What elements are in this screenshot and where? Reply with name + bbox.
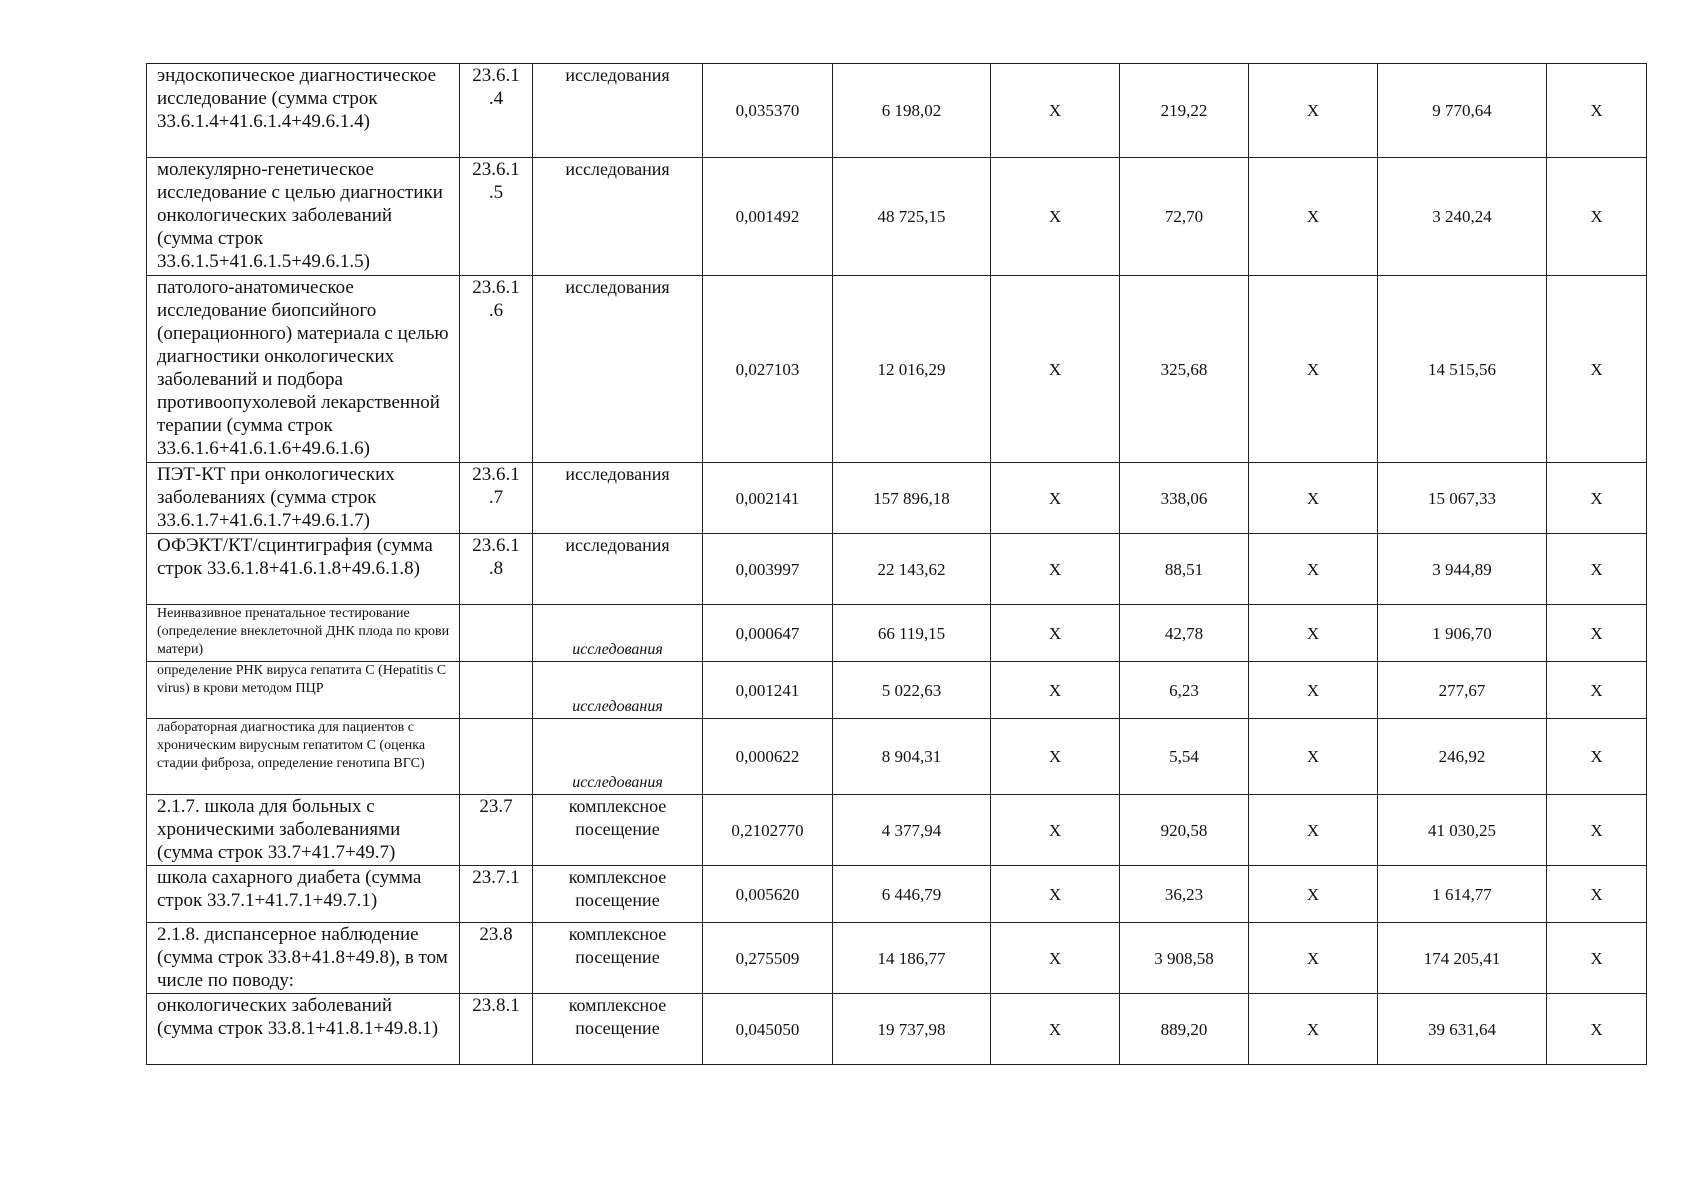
row-unit-cell (533, 463, 703, 534)
row-value-2-text: 19 737,98 (877, 1019, 946, 1039)
row-value-7-text: X (1590, 680, 1603, 700)
row-value-3-text: X (1048, 359, 1062, 379)
row-unit-cell (533, 662, 703, 719)
row-value-3-text: X (1048, 747, 1062, 766)
row-value-5-cell (1249, 605, 1378, 662)
row-unit-cell (533, 605, 703, 662)
row-value-2-text: 157 896,18 (873, 488, 950, 508)
row-unit-cell (533, 276, 703, 463)
row-name-text: 2.1.7. школа для больных с хроническими заболеваниями (сумма строк 33.7+41.7+49.7) (157, 796, 401, 863)
row-unit-text: комплексное посещение (568, 867, 667, 910)
row-value-5-text: X (1306, 820, 1320, 840)
table-row (147, 158, 1647, 276)
row-unit-cell (533, 534, 703, 605)
row-value-4-text: 36,23 (1164, 884, 1204, 904)
row-value-3-text: X (1048, 820, 1062, 840)
row-name-cell (147, 534, 460, 605)
row-value-1-text: 0,027103 (735, 359, 800, 379)
table-row (147, 719, 1647, 795)
row-name-cell (147, 662, 460, 719)
row-value-6-cell (1378, 158, 1547, 276)
row-value-4-text: 88,51 (1164, 559, 1204, 579)
row-unit-text: исследования (565, 535, 670, 555)
row-name-text: патолого-анатомическое исследование биопсийного (операционного) материала с целью диагностики онкологических заболеваний и подбора противоопухолевой лекарственной терапии (сумма строк 33.6.1.6+41.6.1.6+49.6.1.6) (157, 277, 449, 459)
row-value-6-cell (1378, 719, 1547, 795)
row-unit-cell (533, 719, 703, 795)
row-value-7-cell (1547, 795, 1647, 866)
row-unit-cell (533, 994, 703, 1065)
row-value-1-cell (703, 662, 833, 719)
row-name-cell (147, 605, 460, 662)
row-value-4-cell (1120, 463, 1249, 534)
row-code-text: 23.6.1 .6 (472, 277, 520, 321)
table-row (147, 605, 1647, 662)
row-name-text: онкологических заболеваний (сумма строк 33.8.1+41.8.1+49.8.1) (157, 995, 439, 1039)
row-value-3-text: X (1048, 884, 1062, 904)
row-value-7-cell (1547, 276, 1647, 463)
row-value-6-cell (1378, 64, 1547, 158)
row-code-cell (460, 994, 533, 1065)
table-row (147, 276, 1647, 463)
row-value-2-text: 14 186,77 (877, 948, 946, 968)
row-value-6-text: 41 030,25 (1428, 820, 1496, 840)
row-value-7-cell (1547, 923, 1647, 994)
row-value-6-text: 39 631,64 (1428, 1019, 1496, 1039)
table-row (147, 64, 1647, 158)
row-unit-text: комплексное посещение (568, 924, 667, 967)
row-value-7-cell (1547, 463, 1647, 534)
row-value-1-text: 0,000647 (735, 623, 800, 643)
row-code-cell (460, 534, 533, 605)
row-value-4-cell (1120, 923, 1249, 994)
row-value-6-cell (1378, 866, 1547, 923)
row-value-4-text: 6,23 (1169, 680, 1199, 700)
row-value-5-cell (1249, 994, 1378, 1065)
row-value-5-text: X (1306, 948, 1320, 968)
row-code-cell (460, 719, 533, 795)
row-value-1-cell (703, 719, 833, 795)
row-code-cell (460, 158, 533, 276)
row-name-cell (147, 463, 460, 534)
row-value-2-cell (833, 923, 991, 994)
row-value-4-cell (1120, 719, 1249, 795)
row-value-6-text: 246,92 (1438, 747, 1486, 766)
row-value-5-cell (1249, 534, 1378, 605)
row-value-7-text: X (1590, 101, 1603, 120)
row-value-7-text: X (1590, 948, 1603, 968)
row-unit-text: исследования (572, 698, 663, 715)
row-value-3-cell (991, 795, 1120, 866)
row-value-2-text: 6 198,02 (881, 101, 942, 120)
row-value-5-cell (1249, 923, 1378, 994)
row-value-6-text: 174 205,41 (1423, 948, 1501, 968)
row-value-6-cell (1378, 534, 1547, 605)
row-value-5-cell (1249, 158, 1378, 276)
row-value-1-text: 0,005620 (735, 884, 800, 904)
row-unit-cell (533, 866, 703, 923)
row-value-3-cell (991, 994, 1120, 1065)
row-name-text: Неинвазивное пренатальное тестирование (определение внеклеточной ДНК плода по крови матери) (157, 606, 450, 657)
row-value-5-text: X (1306, 884, 1320, 904)
row-value-1-cell (703, 158, 833, 276)
row-value-3-cell (991, 866, 1120, 923)
row-value-3-text: X (1048, 488, 1062, 508)
row-value-6-text: 9 770,64 (1432, 101, 1492, 120)
row-value-1-text: 0,275509 (735, 948, 800, 968)
row-value-3-cell (991, 605, 1120, 662)
row-value-6-cell (1378, 994, 1547, 1065)
row-value-2-cell (833, 64, 991, 158)
row-value-2-cell (833, 463, 991, 534)
row-value-6-text: 3 240,24 (1432, 207, 1492, 226)
row-unit-text: исследования (572, 774, 663, 791)
row-unit-cell (533, 64, 703, 158)
row-value-6-text: 277,67 (1438, 680, 1486, 700)
row-value-7-cell (1547, 534, 1647, 605)
row-code-text: 23.6.1 .4 (472, 65, 520, 109)
row-name-cell (147, 276, 460, 463)
row-value-7-cell (1547, 662, 1647, 719)
row-unit-cell (533, 158, 703, 276)
row-value-2-cell (833, 534, 991, 605)
row-value-4-cell (1120, 276, 1249, 463)
row-value-4-cell (1120, 605, 1249, 662)
row-value-1-cell (703, 605, 833, 662)
row-value-3-text: X (1048, 948, 1062, 968)
row-value-6-cell (1378, 923, 1547, 994)
row-value-3-text: X (1048, 207, 1062, 226)
row-value-1-cell (703, 64, 833, 158)
row-name-text: школа сахарного диабета (сумма строк 33.7.1+41.7.1+49.7.1) (157, 867, 422, 911)
row-value-3-text: X (1048, 1019, 1062, 1039)
row-name-cell (147, 64, 460, 158)
row-value-4-cell (1120, 662, 1249, 719)
row-value-7-text: X (1590, 207, 1603, 226)
row-value-5-text: X (1306, 101, 1320, 120)
row-code-cell (460, 866, 533, 923)
row-value-7-text: X (1590, 559, 1603, 579)
row-value-7-text: X (1590, 884, 1603, 904)
row-value-4-cell (1120, 158, 1249, 276)
row-value-2-text: 6 446,79 (881, 884, 942, 904)
table-row (147, 795, 1647, 866)
row-name-text: эндоскопическое диагностическое исследование (сумма строк 33.6.1.4+41.6.1.4+49.6.1.4) (157, 65, 437, 132)
row-value-3-cell (991, 158, 1120, 276)
row-value-5-text: X (1306, 559, 1320, 579)
row-code-cell (460, 923, 533, 994)
table-row (147, 994, 1647, 1065)
row-value-2-cell (833, 662, 991, 719)
row-value-1-text: 0,000622 (735, 747, 800, 766)
table-row (147, 662, 1647, 719)
row-value-7-text: X (1590, 623, 1603, 643)
row-value-5-text: X (1306, 1019, 1320, 1039)
row-value-1-cell (703, 795, 833, 866)
row-value-7-text: X (1590, 820, 1603, 840)
row-value-6-cell (1378, 463, 1547, 534)
row-value-6-cell (1378, 276, 1547, 463)
row-value-4-cell (1120, 866, 1249, 923)
row-value-6-cell (1378, 795, 1547, 866)
row-value-5-text: X (1306, 680, 1320, 700)
row-value-2-cell (833, 158, 991, 276)
row-value-2-cell (833, 795, 991, 866)
row-value-1-cell (703, 994, 833, 1065)
row-value-4-text: 338,06 (1160, 488, 1208, 508)
row-value-3-text: X (1048, 623, 1062, 643)
row-value-3-text: X (1048, 559, 1062, 579)
row-value-4-text: 72,70 (1164, 207, 1204, 226)
row-code-cell (460, 276, 533, 463)
row-value-4-cell (1120, 994, 1249, 1065)
row-value-3-cell (991, 923, 1120, 994)
row-value-7-cell (1547, 64, 1647, 158)
row-value-5-cell (1249, 866, 1378, 923)
row-value-2-text: 66 119,15 (877, 623, 946, 643)
row-unit-cell (533, 795, 703, 866)
row-code-text: 23.6.1 .7 (472, 464, 520, 508)
row-value-4-cell (1120, 64, 1249, 158)
row-value-7-cell (1547, 719, 1647, 795)
row-value-5-cell (1249, 276, 1378, 463)
row-value-7-cell (1547, 158, 1647, 276)
row-code-text: 23.8 (479, 924, 513, 945)
row-unit-text: комплексное посещение (568, 796, 667, 839)
row-unit-text: исследования (565, 159, 670, 179)
row-value-4-cell (1120, 534, 1249, 605)
row-value-5-text: X (1306, 359, 1320, 379)
row-code-cell (460, 605, 533, 662)
row-value-2-text: 5 022,63 (881, 680, 942, 700)
row-value-4-text: 3 908,58 (1154, 948, 1214, 968)
row-unit-text: исследования (572, 641, 663, 658)
row-value-1-text: 0,035370 (735, 101, 800, 120)
row-value-3-text: X (1048, 101, 1062, 120)
table-row (147, 923, 1647, 994)
row-value-1-text: 0,002141 (735, 488, 800, 508)
row-name-text: 2.1.8. диспансерное наблюдение (сумма строк 33.8+41.8+49.8), в том числе по поводу: (157, 924, 448, 991)
row-value-3-cell (991, 64, 1120, 158)
row-value-2-text: 8 904,31 (881, 747, 942, 766)
row-value-3-text: X (1048, 680, 1062, 700)
row-value-7-text: X (1590, 488, 1603, 508)
row-value-5-cell (1249, 662, 1378, 719)
row-name-text: лабораторная диагностика для пациентов с хроническим вирусным гепатитом С (оценка стадии фиброза, определение генотипа ВГС) (157, 720, 426, 771)
row-code-cell (460, 64, 533, 158)
row-unit-text: исследования (565, 65, 670, 85)
row-value-2-cell (833, 276, 991, 463)
row-value-6-text: 15 067,33 (1428, 488, 1496, 508)
row-name-cell (147, 923, 460, 994)
row-unit-cell (533, 923, 703, 994)
row-value-6-cell (1378, 605, 1547, 662)
row-name-text: ОФЭКТ/КТ/сцинтиграфия (сумма строк 33.6.1.8+41.6.1.8+49.6.1.8) (157, 535, 433, 579)
row-name-cell (147, 719, 460, 795)
row-value-7-text: X (1590, 747, 1603, 766)
row-value-1-text: 0,001492 (735, 207, 800, 226)
row-unit-text: комплексное посещение (568, 995, 667, 1038)
row-value-2-text: 22 143,62 (877, 559, 946, 579)
row-value-2-text: 48 725,15 (877, 207, 946, 226)
row-value-2-cell (833, 719, 991, 795)
row-value-4-text: 42,78 (1164, 623, 1204, 643)
row-code-text: 23.6.1 .5 (472, 159, 520, 203)
row-value-5-cell (1249, 795, 1378, 866)
row-value-1-cell (703, 276, 833, 463)
row-code-text: 23.7 (479, 796, 513, 817)
row-value-5-cell (1249, 719, 1378, 795)
row-value-4-text: 5,54 (1169, 747, 1199, 766)
row-code-cell (460, 795, 533, 866)
row-value-5-text: X (1306, 488, 1320, 508)
row-value-6-text: 1 906,70 (1432, 623, 1492, 643)
row-value-3-cell (991, 719, 1120, 795)
row-value-4-text: 219,22 (1160, 101, 1208, 120)
row-value-7-cell (1547, 605, 1647, 662)
row-value-1-text: 0,001241 (735, 680, 800, 700)
row-unit-text: исследования (565, 464, 670, 484)
row-value-1-text: 0,045050 (735, 1019, 800, 1039)
row-value-1-cell (703, 866, 833, 923)
row-value-5-text: X (1306, 747, 1320, 766)
row-value-6-cell (1378, 662, 1547, 719)
row-code-cell (460, 662, 533, 719)
row-value-3-cell (991, 662, 1120, 719)
row-name-text: ПЭТ-КТ при онкологических заболеваниях (сумма строк 33.6.1.7+41.6.1.7+49.6.1.7) (157, 464, 395, 531)
row-value-4-text: 889,20 (1160, 1019, 1208, 1039)
row-name-text: определение РНК вируса гепатита С (Hepatitis C virus) в крови методом ПЦР (157, 663, 447, 696)
row-unit-text: исследования (565, 277, 670, 297)
row-name-cell (147, 994, 460, 1065)
row-value-5-cell (1249, 64, 1378, 158)
row-code-text: 23.6.1 .8 (472, 535, 520, 579)
table-row (147, 866, 1647, 923)
row-value-6-text: 14 515,56 (1428, 359, 1496, 379)
row-value-5-text: X (1306, 623, 1320, 643)
row-value-4-text: 325,68 (1160, 359, 1208, 379)
table-row (147, 534, 1647, 605)
row-value-1-text: 0,2102770 (731, 820, 804, 840)
tariff-table (146, 63, 1647, 1065)
row-value-1-cell (703, 534, 833, 605)
row-name-cell (147, 866, 460, 923)
table-row (147, 463, 1647, 534)
row-value-2-text: 12 016,29 (877, 359, 946, 379)
row-value-7-text: X (1590, 1019, 1603, 1039)
row-value-6-text: 1 614,77 (1432, 884, 1492, 904)
row-value-1-text: 0,003997 (735, 559, 800, 579)
row-name-text: молекулярно-генетическое исследование с целью диагностики онкологических заболеваний (сумма строк 33.6.1.5+41.6.1.5+49.6.1.5) (157, 159, 443, 272)
row-value-7-cell (1547, 866, 1647, 923)
row-value-2-cell (833, 994, 991, 1065)
row-value-1-cell (703, 463, 833, 534)
row-value-3-cell (991, 276, 1120, 463)
row-name-cell (147, 795, 460, 866)
row-value-4-cell (1120, 795, 1249, 866)
row-value-5-cell (1249, 463, 1378, 534)
row-value-5-text: X (1306, 207, 1320, 226)
row-code-text: 23.7.1 (472, 867, 520, 888)
row-value-6-text: 3 944,89 (1432, 559, 1492, 579)
row-code-cell (460, 463, 533, 534)
row-value-1-cell (703, 923, 833, 994)
row-value-2-cell (833, 605, 991, 662)
row-value-3-cell (991, 463, 1120, 534)
row-value-4-text: 920,58 (1160, 820, 1208, 840)
row-value-2-text: 4 377,94 (881, 820, 942, 840)
row-value-3-cell (991, 534, 1120, 605)
row-code-text: 23.8.1 (472, 995, 520, 1016)
row-value-2-cell (833, 866, 991, 923)
row-value-7-cell (1547, 994, 1647, 1065)
row-name-cell (147, 158, 460, 276)
row-value-7-text: X (1590, 359, 1603, 379)
